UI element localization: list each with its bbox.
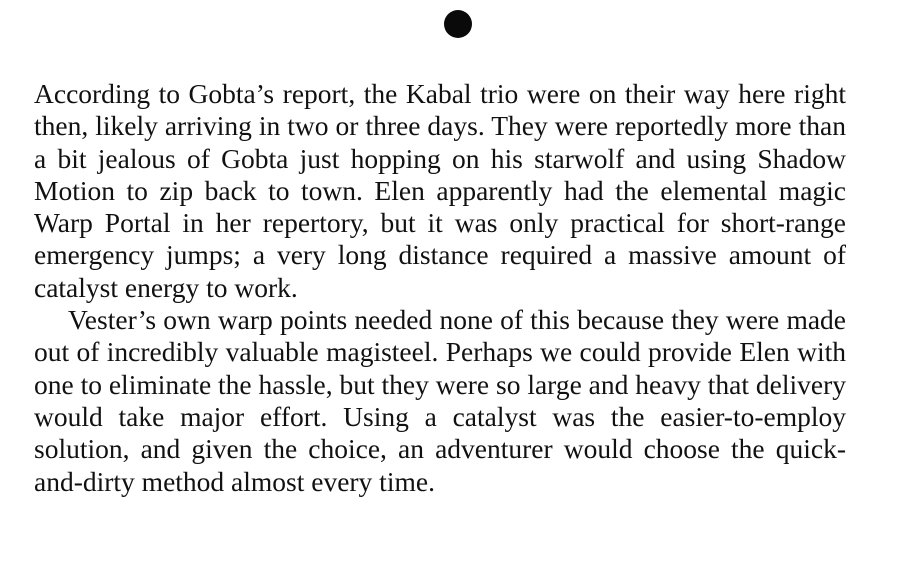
paragraph-1: According to Gobta’s report, the Kabal trio were on their way here right then, likely arriving in two or three days. They were reportedly more than a bit jealous of Gobta just hopping on his starwolf and using Shadow Motion to zip back to town. Elen apparently had the elemental magic Warp Portal in her repertory, but it was only practical for short-range emergency jumps; a very long distance required a massive amount of catalyst energy to work. [34,78,846,303]
paragraph-2: Vester’s own warp points needed none of this because they were made out of incredibly valuable magisteel. Perhaps we could provide Elen with one to eliminate the hassle, but they were so large and heavy that delivery would take major effort. Using a catalyst was the easier-to-employ solution, and given the choice, an adventurer would choose the quick-and-dirty method almost every time. [34,304,847,497]
section-ornament [0,0,915,48]
page-body [34,78,846,498]
filled-circle-crescent-ornament [442,8,474,40]
